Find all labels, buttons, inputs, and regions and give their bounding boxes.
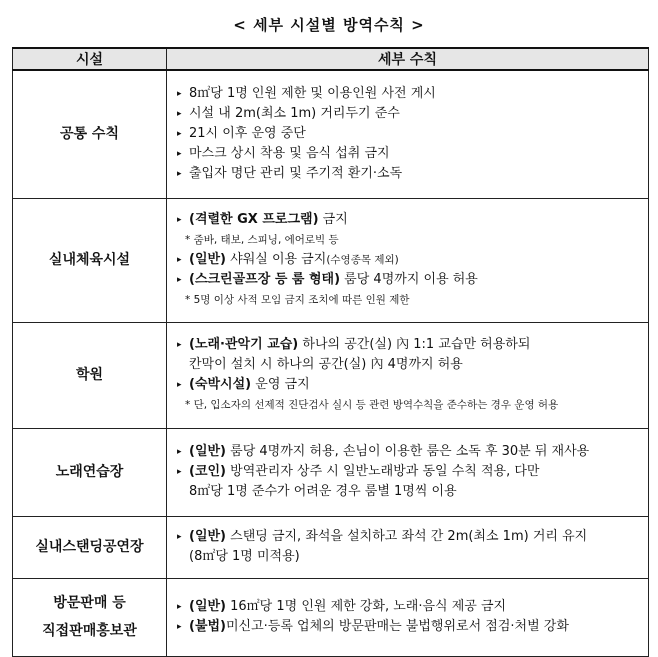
rule-category: (노래·관악기 교습) xyxy=(189,337,299,352)
rule-text: 8㎡당 1명 인원 제한 및 이용인원 사전 게시 xyxy=(189,86,436,102)
rule-text: 스탠딩 금지, 좌석을 설치하고 좌석 간 2m(최소 1m) 거리 유지 xyxy=(226,529,588,544)
rule-category: (일반) xyxy=(189,529,226,544)
rule-text: 샤워실 이용 금지 xyxy=(226,252,327,267)
rule-text: 룸당 4명까지 허용, 손님이 이용한 룸은 소독 후 30분 뒤 재사용 xyxy=(226,444,590,459)
facility-cell xyxy=(13,578,167,656)
bullet-icon: ▸ xyxy=(177,467,182,477)
bullet-icon: ▸ xyxy=(177,255,182,265)
rule-category: (일반) xyxy=(189,252,226,267)
table-row xyxy=(13,198,649,322)
rule-text: * 5명 이상 사적 모임 금지 조치에 따른 인원 제한 xyxy=(185,294,410,306)
rule-item xyxy=(177,124,644,144)
rule-text: 마스크 상시 착용 및 음식 섭취 금지 xyxy=(189,146,390,162)
bullet-icon: ▸ xyxy=(177,340,182,350)
rule-category: (일반) xyxy=(189,599,226,614)
rule-text: * 줌바, 태보, 스피닝, 에어로빅 등 xyxy=(185,234,339,246)
rule-item xyxy=(177,335,644,355)
facility-name: 실내스탠딩공연장 xyxy=(35,539,144,555)
facility-name: 방문판매 등 xyxy=(53,595,126,611)
facility-name: 학원 xyxy=(75,367,104,383)
facility-cell xyxy=(13,516,167,578)
rule-note xyxy=(177,395,644,415)
rule-category: (숙박시설) xyxy=(189,377,252,392)
rule-item xyxy=(177,355,644,375)
table-row xyxy=(13,428,649,516)
table-row xyxy=(13,322,649,428)
rule-note xyxy=(177,230,644,250)
rules-cell xyxy=(167,198,649,322)
rule-text: (8㎡당 1명 미적용) xyxy=(189,549,300,564)
rule-item xyxy=(177,547,644,567)
rule-item xyxy=(177,250,644,270)
rule-item xyxy=(177,164,644,184)
rule-item xyxy=(177,375,644,395)
facility-cell xyxy=(13,322,167,428)
table-row xyxy=(13,70,649,198)
bullet-icon: ▸ xyxy=(177,215,182,225)
rule-text: 16㎡당 1명 인원 제한 강화, 노래·음식 제공 금지 xyxy=(226,599,507,614)
rules-table xyxy=(12,47,649,657)
rules-cell xyxy=(167,516,649,578)
facility-cell xyxy=(13,428,167,516)
rule-item xyxy=(177,617,644,637)
rules-cell xyxy=(167,322,649,428)
rule-item xyxy=(177,210,644,230)
bullet-icon: ▸ xyxy=(177,532,182,542)
rule-text: 8㎡당 1명 준수가 어려운 경우 룸별 1명씩 이용 xyxy=(189,484,457,499)
rule-item xyxy=(177,462,644,482)
rule-text: 하나의 공간(실) 內 1:1 교습만 허용하되 xyxy=(298,337,531,352)
rule-text: 방역관리자 상주 시 일반노래방과 동일 수칙 적용, 다만 xyxy=(226,464,540,479)
rule-text: 룸당 4명까지 이용 허용 xyxy=(340,272,478,287)
table-row xyxy=(13,516,649,578)
bullet-icon: ▸ xyxy=(177,149,182,160)
rule-item xyxy=(177,144,644,164)
table-body xyxy=(13,70,649,656)
bullet-icon: ▸ xyxy=(177,622,182,632)
rule-category: (스크린골프장 등 룸 형태) xyxy=(189,272,341,287)
bullet-icon: ▸ xyxy=(177,447,182,457)
rules-cell xyxy=(167,70,649,198)
rule-text: 운영 금지 xyxy=(251,377,310,392)
facility-name: 직접판매홍보관 xyxy=(42,623,137,639)
rules-column-header: 세부 수칙 xyxy=(167,48,649,70)
rule-text: 칸막이 설치 시 하나의 공간(실) 內 4명까지 허용 xyxy=(189,357,463,372)
rule-item xyxy=(177,482,644,502)
rule-text: 미신고·등록 업체의 방문판매는 불법행위로서 점검·처벌 강화 xyxy=(226,619,569,634)
facility-name: 노래연습장 xyxy=(55,464,124,480)
rules-cell xyxy=(167,578,649,656)
table-row xyxy=(13,578,649,656)
facility-cell xyxy=(13,198,167,322)
bullet-icon: ▸ xyxy=(177,275,182,285)
facility-column-header: 시설 xyxy=(13,48,167,70)
rule-category: (일반) xyxy=(189,444,226,459)
rule-item xyxy=(177,527,644,547)
rule-item xyxy=(177,270,644,290)
rule-text: 출입자 명단 관리 및 주기적 환기·소독 xyxy=(189,166,403,182)
rule-item xyxy=(177,442,644,462)
rule-text: 21시 이후 운영 중단 xyxy=(189,126,306,142)
bullet-icon: ▸ xyxy=(177,380,182,390)
bullet-icon: ▸ xyxy=(177,89,182,100)
rule-note xyxy=(177,290,644,310)
rule-text: * 단, 입소자의 선제적 진단검사 실시 등 관련 방역수칙을 준수하는 경우 운영 허용 xyxy=(185,399,559,411)
rule-category: (격렬한 GX 프로그램) xyxy=(189,212,319,227)
facility-cell xyxy=(13,70,167,198)
rule-category: (코인) xyxy=(189,464,226,479)
rule-item xyxy=(177,104,644,124)
rule-item xyxy=(177,84,644,104)
rule-text: 금지 xyxy=(318,212,348,227)
bullet-icon: ▸ xyxy=(177,109,182,120)
table-header-row xyxy=(13,48,649,70)
page-title: < 세부 시설별 방역수칙 > xyxy=(233,16,425,34)
facility-name: 실내체육시설 xyxy=(48,252,131,268)
bullet-icon: ▸ xyxy=(177,169,182,180)
facility-name: 공통 수칙 xyxy=(60,126,119,143)
rule-text: 시설 내 2m(최소 1m) 거리두기 준수 xyxy=(189,106,400,122)
bullet-icon: ▸ xyxy=(177,602,182,612)
rule-category: (불법) xyxy=(189,619,226,634)
bullet-icon: ▸ xyxy=(177,129,182,140)
rules-cell xyxy=(167,428,649,516)
rule-item xyxy=(177,597,644,617)
rule-exception: (수영종목 제외) xyxy=(326,254,399,266)
